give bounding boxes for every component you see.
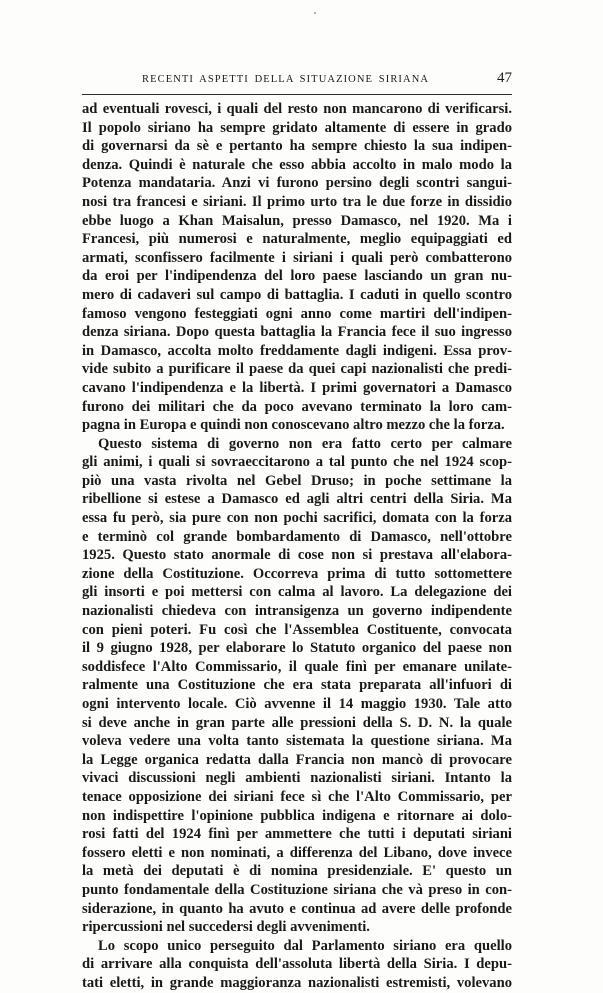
text-line: ripercussioni nel succedersi degli avvenimenti. [82,919,370,936]
text-line: la metà dei deputati è di nomina presidenziale. E' questo un [82,863,512,880]
text-line: fossero eletti e non nominati, a differenza del Libano, dove invece [82,844,512,861]
text-line: nazionalisti chiedeva con intransigenza un governo indipendente [82,603,512,620]
text-line: ebbe luogo a Khan Maisalun, presso Damasco, nel 1920. Ma i [82,212,512,229]
text-line: tati eletti, in grande maggioranza nazionalisti estremisti, volevano [82,974,512,991]
text-line: vide subito a purificare il paese da quei capi nazionalisti che predi- [82,361,512,378]
text-line: Francesi, più numerosi e naturalmente, meglio equipaggiati ed [82,231,512,248]
text-line: pagna in Europa e quindi non conoscevano altro mezzo che la forza. [82,417,505,434]
text-line: armati, sconfissero facilmente i siriani i quali però combatterono [82,249,512,266]
text-line: soddisfece l'Alto Commissario, il quale finì per emanare unilate- [82,658,512,675]
text-line: denza siriana. Dopo questa battaglia la Francia fece il suo ingresso [82,324,512,341]
text-line: punto fondamentale della Costituzione siriana che và preso in con- [82,881,512,898]
text-line: gli insorti e poi mettersi con calma al lavoro. La delegazione dei [82,584,512,601]
text-line: si deve anche in gran parte alle pressioni della S. D. N. la quale [82,714,512,731]
body-text [82,100,512,993]
text-line: Questo sistema di governo non era fatto certo per calmare [98,435,512,452]
text-line: 1925. Questo stato anormale di cose non si prestava all'elabora- [82,547,512,564]
text-line: siderazione, in quanto ha avuto e continua ad avere delle profonde [82,900,512,917]
text-line: Lo scopo unico perseguito dal Parlamento siriano era quello [98,937,512,954]
text-line: tenace opposizione dei siriani fece sì che l'Alto Commissario, per [82,788,512,805]
text-line: vivaci discussioni negli ambienti nazionalisti siriani. Intanto la [82,770,512,787]
text-line: zione della Costituzione. Occorreva prima di tutto sottomettere [82,565,512,582]
text-line: ogni intervento locale. Ciò avvenne il 14 maggio 1930. Tale atto [82,696,512,712]
page-header [82,70,512,92]
text-line: voleva vedere una volta tanto sistemata la questione siriana. Ma [82,733,512,750]
text-line: con pieni poteri. Fu così che l'Assemblea Costituente, convocata [82,621,512,638]
text-line: e terminò col grande bombardamento di Damasco, nell'ottobre [82,528,512,545]
text-line: ad eventuali rovesci, i quali del resto non mancarono di verificarsi. [82,101,512,117]
text-line: in Damasco, accolta molto freddamente dagli indigeni. Essa prov- [82,342,512,359]
text-line: da eroi per l'indipendenza del loro paese lasciando un gran nu- [82,268,512,285]
text-line: furono dei militari che da poco avevano terminato la loro cam- [82,398,512,415]
text-line: di arrivare alla conquista dell'assoluta libertà della Siria. I depu- [82,956,512,973]
text-line: piò una vasta rivolta nel Gebel Druso; in poche settimane la [82,472,512,489]
text-line: ralmente una Costituzione che era stata preparata all'infuori di [82,677,512,694]
text-line: gli animi, i quali si sovraeccitarono a tal punto che nel 1924 scop- [82,454,512,471]
running-head: RECENTI ASPETTI DELLA SITUAZIONE SIRIANA [142,74,430,85]
text-line: di governarsi da sè e pertanto ha sempre chiesto la sua indipen- [82,138,512,155]
text-line: la Legge organica redatta dalla Francia non mancò di provocare [82,751,512,768]
text-line: essa fu però, sia pure con non pochi sacrifici, domata con la forza [82,510,512,527]
text-line: nosi tra francesi e siriani. Il primo urto tra le due forze in dissidio [82,193,512,210]
text-line: rosi fatti del 1924 finì per ammettere che tutti i deputati siriani [82,826,512,843]
scan-speck [314,12,316,14]
header-rule [82,94,512,95]
text-line: cavano l'indipendenza e la libertà. I primi governatori a Damasco [82,379,512,396]
text-line: non indispettire l'opinione pubblica indigena e ritornare ai dolo- [82,807,512,824]
text-line: famoso vengono festeggiati ogni anno come martiri dell'indipen- [82,305,512,322]
text-line: Il popolo siriano ha sempre gridato altamente di essere in grado [82,119,512,136]
text-line: denza. Quindi è naturale che esso abbia accolto in malo modo la [82,156,512,173]
text-line: ribellione si estese a Damasco ed agli altri centri della Siria. Ma [82,491,512,508]
text-line: il 9 giugno 1928, per elaborare lo Statuto organico del paese non [82,640,512,657]
page-number: 47 [497,70,512,86]
text-line: Potenza mandataria. Anzi vi furono persino degli scontri sangui- [82,175,512,192]
text-line: mero di cadaveri sul campo di battaglia. I caduti in quello scontro [82,286,512,303]
